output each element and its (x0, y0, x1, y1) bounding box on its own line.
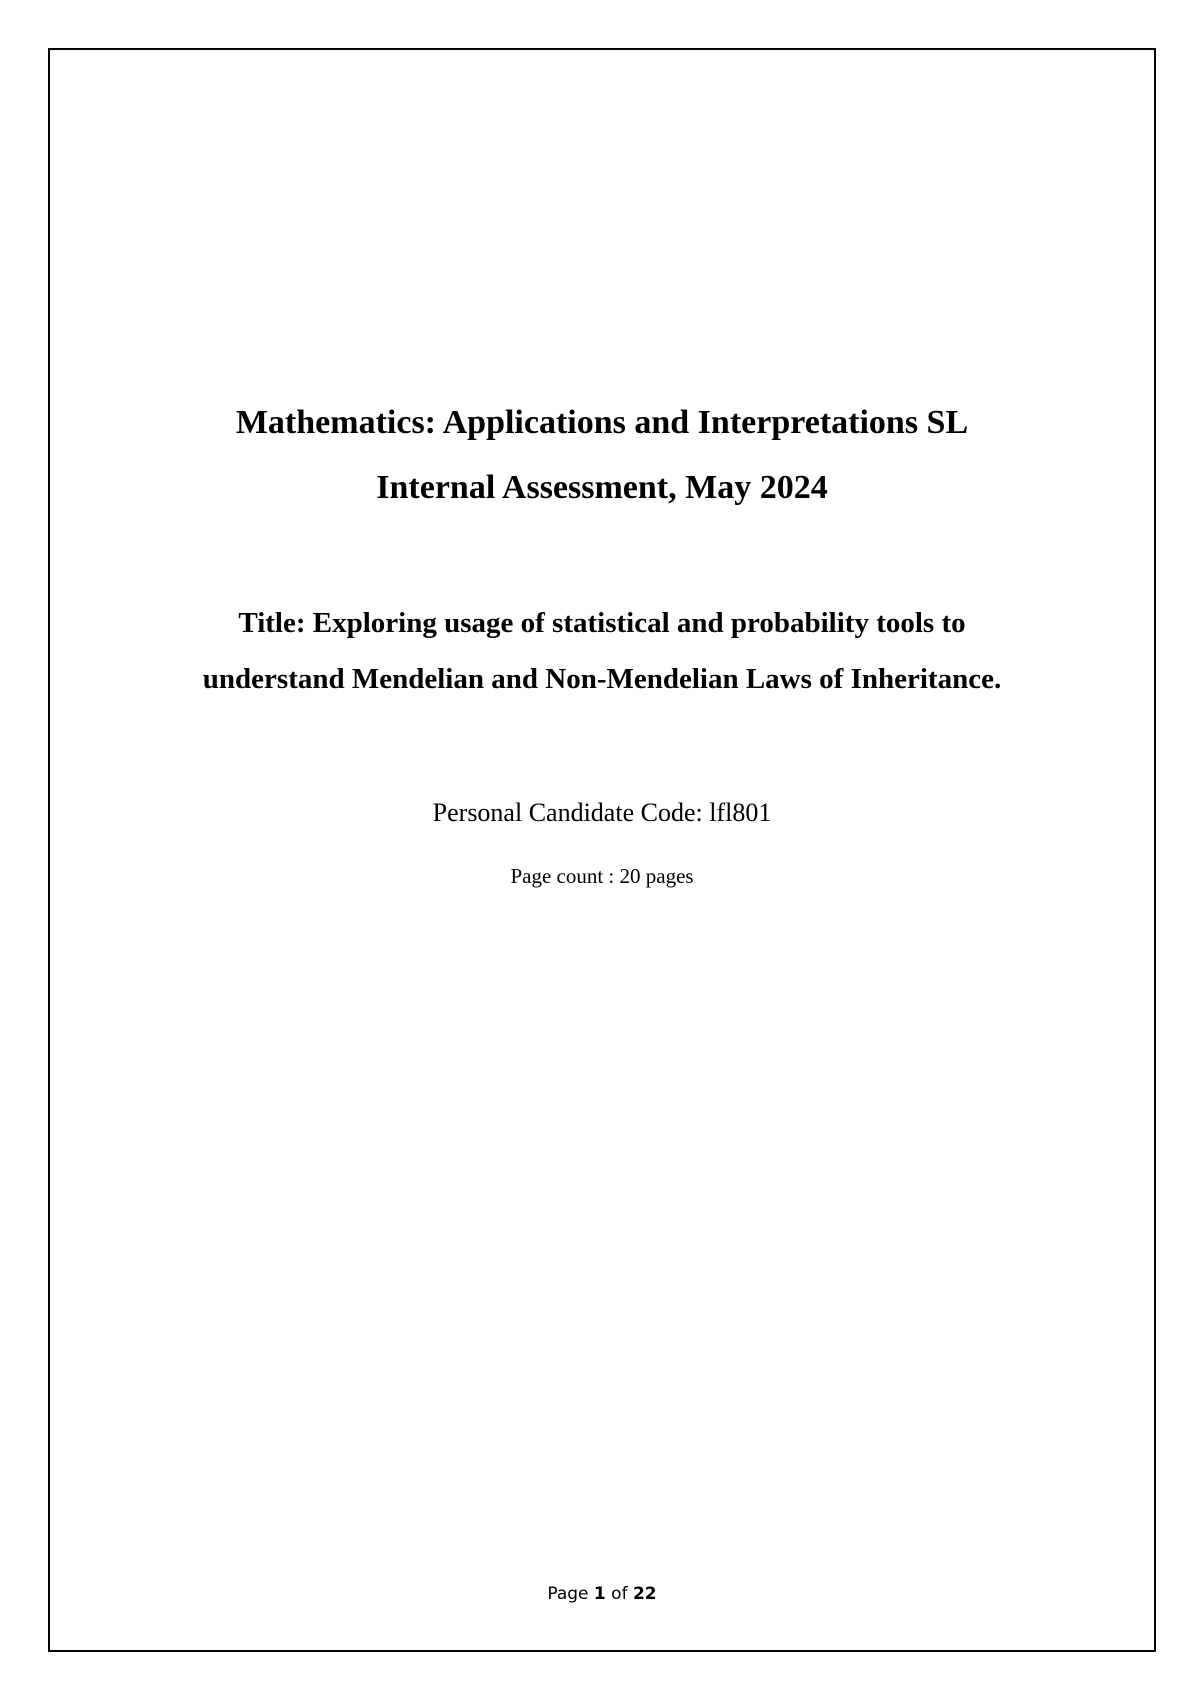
footer-current-page: 1 (593, 1584, 606, 1604)
title-line-2: understand Mendelian and Non-Mendelian Laws of Inheritance. (202, 663, 1002, 695)
heading-assessment: Internal Assessment, May 2024 (376, 469, 828, 506)
title-line-1: Title: Exploring usage of statistical and probability tools to (238, 607, 966, 639)
heading-course: Mathematics: Applications and Interpretations SL (235, 404, 969, 441)
footer-total-pages: 22 (632, 1584, 657, 1604)
footer-page-word: Page (547, 1584, 589, 1604)
page-border (48, 48, 1156, 1652)
candidate-code: Personal Candidate Code: lfl801 (432, 798, 772, 827)
page-footer (48, 1584, 1156, 1604)
page-count: Page count : 20 pages (510, 864, 694, 888)
footer-of-word: of (611, 1584, 628, 1604)
